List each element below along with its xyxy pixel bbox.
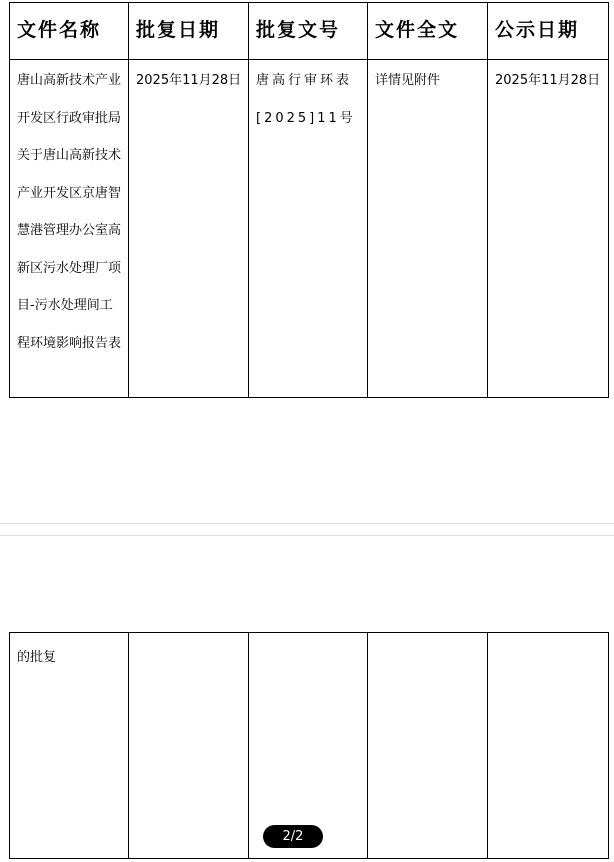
approval-table-page-1	[9, 2, 609, 398]
header-file-name: 文件名称	[10, 3, 129, 60]
cell-empty	[129, 633, 249, 859]
cell-approval-number: 唐高行审环表[2025]11号	[249, 60, 368, 398]
header-approval-date: 批复日期	[129, 3, 249, 60]
header-approval-number: 批复文号	[249, 3, 368, 60]
cell-empty	[368, 633, 488, 859]
cell-publish-date: 2025年11月28日	[488, 60, 609, 398]
cell-file-name: 唐山高新技术产业开发区行政审批局关于唐山高新技术产业开发区京唐智慧港管理办公室高新区污水处理厂项目-污水处理间工程环境影响报告表	[10, 60, 129, 398]
cell-empty	[488, 633, 609, 859]
cell-approval-date: 2025年11月28日	[129, 60, 249, 398]
table-header-row	[10, 3, 609, 60]
header-publish-date: 公示日期	[488, 3, 609, 60]
cell-file-name-continued: 的批复	[10, 633, 129, 859]
cell-full-text[interactable]: 详情见附件	[368, 60, 488, 398]
page-indicator: 2/2	[263, 825, 323, 848]
table-row	[10, 60, 609, 398]
header-full-text: 文件全文	[368, 3, 488, 60]
page-separator	[0, 535, 614, 536]
page-separator	[0, 523, 614, 524]
